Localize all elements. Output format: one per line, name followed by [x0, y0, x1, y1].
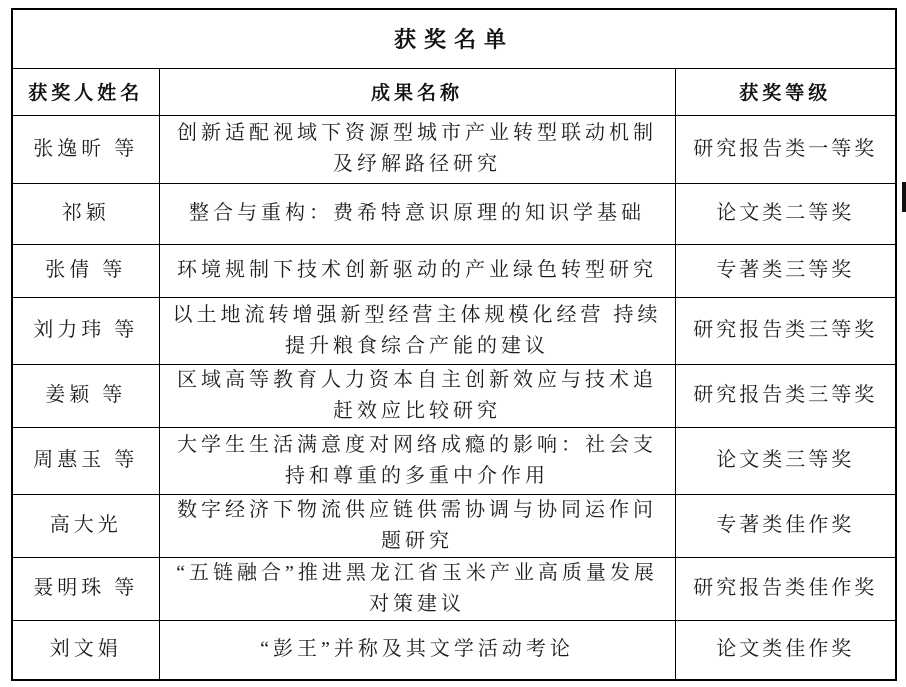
award-level-cell: 研究报告类三等奖	[675, 364, 896, 427]
winner-name-cell: 刘文娟	[12, 620, 159, 680]
table-row	[12, 557, 896, 620]
winner-name-cell: 刘力玮 等	[12, 297, 159, 364]
achievement-title-cell: 以土地流转增强新型经营主体规模化经营 持续提升粮食综合产能的建议	[159, 297, 675, 364]
achievement-title-cell: 整合与重构：费希特意识原理的知识学基础	[159, 183, 675, 244]
winner-name-cell: 张倩 等	[12, 244, 159, 297]
achievement-title-cell: 创新适配视域下资源型城市产业转型联动机制及纾解路径研究	[159, 115, 675, 183]
award-level-cell: 论文类三等奖	[675, 427, 896, 494]
award-level-cell: 研究报告类佳作奖	[675, 557, 896, 620]
table-title: 获奖名单	[12, 9, 896, 68]
table-row	[12, 115, 896, 183]
achievement-title-cell: “彭王”并称及其文学活动考论	[159, 620, 675, 680]
table-row	[12, 183, 896, 244]
achievement-title-cell: 数字经济下物流供应链供需协调与协同运作问题研究	[159, 494, 675, 557]
column-header-award-level: 获奖等级	[675, 68, 896, 115]
table-row	[12, 244, 896, 297]
column-header-winner-name: 获奖人姓名	[12, 68, 159, 115]
table-row	[12, 494, 896, 557]
achievement-title-cell: 大学生生活满意度对网络成瘾的影响：社会支持和尊重的多重中介作用	[159, 427, 675, 494]
winner-name-cell: 张逸昕 等	[12, 115, 159, 183]
table-row	[12, 427, 896, 494]
header-row	[12, 68, 896, 115]
table-row	[12, 364, 896, 427]
award-level-cell: 研究报告类三等奖	[675, 297, 896, 364]
winner-name-cell: 聂明珠 等	[12, 557, 159, 620]
title-row	[12, 9, 896, 68]
winner-name-cell: 姜颖 等	[12, 364, 159, 427]
achievement-title-cell: 区域高等教育人力资本自主创新效应与技术追赶效应比较研究	[159, 364, 675, 427]
table-row	[12, 620, 896, 680]
table-row	[12, 297, 896, 364]
right-edge-scrollbar-mark	[902, 182, 906, 212]
award-level-cell: 研究报告类一等奖	[675, 115, 896, 183]
achievement-title-cell: “五链融合”推进黑龙江省玉米产业高质量发展对策建议	[159, 557, 675, 620]
winner-name-cell: 高大光	[12, 494, 159, 557]
awards-table-container	[11, 8, 895, 674]
column-header-achievement-title: 成果名称	[159, 68, 675, 115]
achievement-title-cell: 环境规制下技术创新驱动的产业绿色转型研究	[159, 244, 675, 297]
winner-name-cell: 祁颖	[12, 183, 159, 244]
awards-table	[11, 8, 897, 681]
award-level-cell: 论文类佳作奖	[675, 620, 896, 680]
award-level-cell: 专著类三等奖	[675, 244, 896, 297]
award-level-cell: 论文类二等奖	[675, 183, 896, 244]
award-level-cell: 专著类佳作奖	[675, 494, 896, 557]
winner-name-cell: 周惠玉 等	[12, 427, 159, 494]
